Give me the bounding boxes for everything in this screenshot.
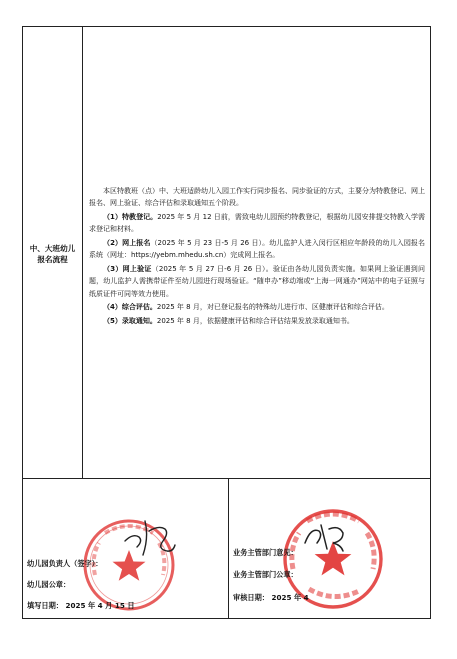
principal-signature-icon xyxy=(119,511,179,561)
step-3-text: （2025 年 5 月 27 日-6 月 26 日）。验证由各幼儿园负责实施。如果网上验证遇到问题，幼儿监护人需携带证件至幼儿园进行现场验证。“随申办”移动端或“上海一网通办”网站中的电子证照与纸质证件可同等效力使用。 xyxy=(89,265,425,298)
step-3 xyxy=(89,263,425,300)
process-description xyxy=(89,185,425,329)
principal-signature-label: 幼儿园负责人（签字）： xyxy=(27,559,103,568)
step-4-text: 2025 年 8 月，对已登记报名的特殊幼儿进行市、区健康评估和综合评估。 xyxy=(156,303,389,312)
section-label xyxy=(30,243,76,265)
step-5-text: 2025 年 8 月，依据健康评估和综合评估结果发放录取通知书。 xyxy=(156,317,354,325)
admission-form xyxy=(22,26,431,619)
step-5 xyxy=(89,315,425,327)
department-review-cell xyxy=(229,479,430,618)
step-3-title: （3）网上验证 xyxy=(103,265,152,273)
intro-paragraph: 本区特教班（点）中、大班适龄幼儿入园工作实行同步报名、同步验证的方式，主要分为特教登记、网上报名、网上验证、综合评估和录取通知五个阶段。 xyxy=(89,187,425,208)
step-2 xyxy=(89,237,425,262)
kindergarten-seal-label: 幼儿园公章： xyxy=(27,580,71,589)
step-1-title: （1）特教登记。 xyxy=(103,213,158,221)
review-date: 审核日期： 2025 年 4 xyxy=(233,593,309,602)
department-opinion-label: 业务主管部门意见： xyxy=(233,548,298,557)
kindergarten-signature-cell xyxy=(23,479,229,618)
step-1-text: 2025 年 5 月 12 日前，需致电幼儿园预约特教登记，根据幼儿园安排提交特教入学需求登记和材料。 xyxy=(89,213,425,234)
step-2-text: （2025 年 5 月 23 日-5 月 26 日）。幼儿监护人进入闵行区相应年龄段的幼儿入园报名系统（网址：https://yebm.mhedu.sh.cn）完成网上报名。 xyxy=(89,239,425,260)
step-5-title: （5）录取通知。 xyxy=(103,317,157,325)
section-label-line-1: 中、大班幼儿 xyxy=(29,243,76,253)
step-4-title: （4）综合评估。 xyxy=(103,303,157,312)
step-4 xyxy=(89,301,425,313)
step-2-title: （2）网上报名 xyxy=(103,239,151,247)
section-label-line-2: 报名流程 xyxy=(37,254,68,264)
section-content-cell xyxy=(83,27,430,478)
fill-date: 填写日期： 2025 年 4 月 15 日 xyxy=(27,601,135,610)
section-label-cell xyxy=(23,27,83,478)
department-seal-label: 业务主管部门公章： xyxy=(233,570,298,579)
signature-row xyxy=(23,479,430,618)
step-1 xyxy=(89,211,425,236)
admission-process-row xyxy=(23,27,430,479)
approver-signature-icon xyxy=(301,519,347,553)
